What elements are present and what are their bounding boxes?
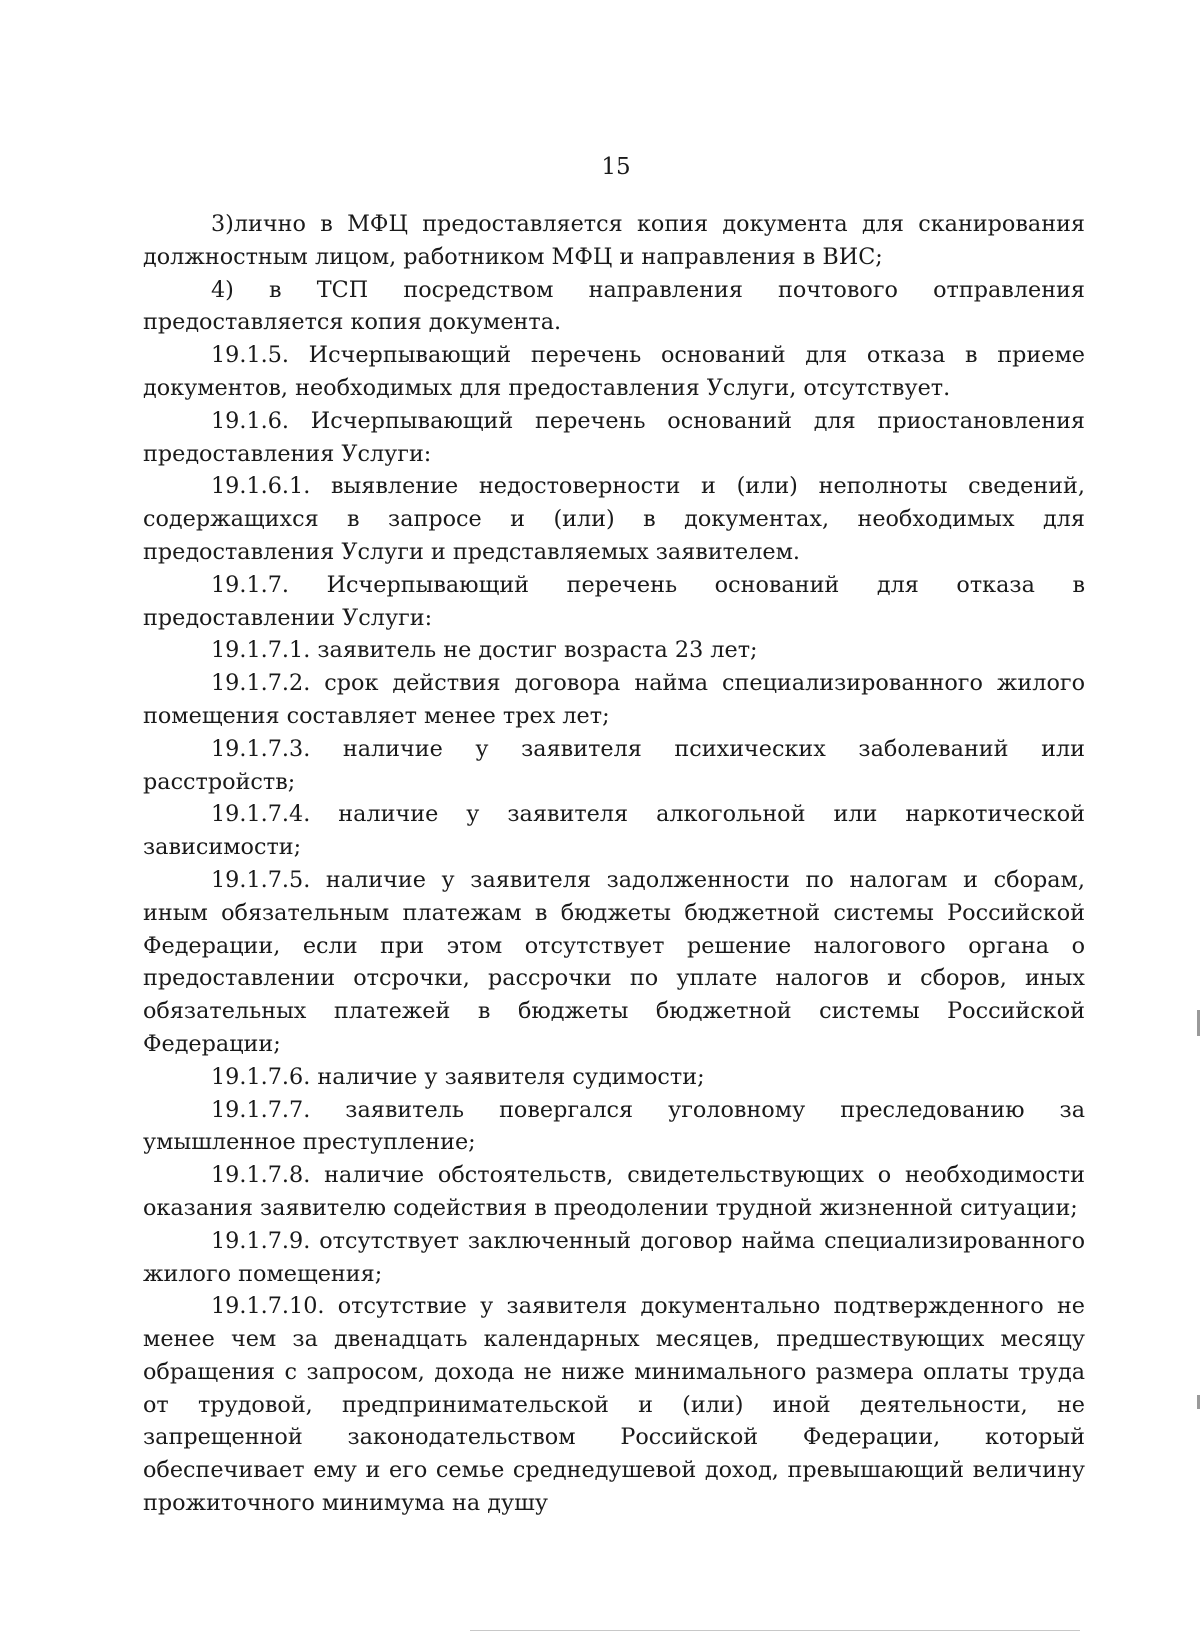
paragraph-19-1-7-6: 19.1.7.6. наличие у заявителя судимости;: [211, 1063, 705, 1090]
paragraph-19-1-7: 19.1.7. Исчерпывающий перечень оснований для отказа в предоставлении Услуги:: [143, 571, 1085, 631]
paragraph-19-1-7-5: 19.1.7.5. наличие у заявителя задолженности по налогам и сборам, иным обязательным платежам в бюджеты бюджетной системы Российской Федерации, если при этом отсутствует решение налогового органа о предоставлении отсрочки, рассрочки по уплате налогов и сборов, иных обязательных платежей в бюджеты бюджетной системы Российской Федерации;: [143, 866, 1085, 1057]
paragraph-19-1-7-10: 19.1.7.10. отсутствие у заявителя документально подтвержденного не менее чем за двенадцать календарных месяцев, предшествующих месяцу обращения с запросом, дохода не ниже минимального размера оплаты труда от трудовой, предпринимательской и (или) иной деятельности, не запрещенной законодательством Российской Федерации, который обеспечивает ему и его семье среднедушевой доход, превышающий величину прожиточного минимума на душу: [143, 1293, 1085, 1517]
scan-bottom-edge: [470, 1630, 1080, 1631]
paragraph-19-1-6: 19.1.6. Исчерпывающий перечень оснований для приостановления предоставления Услуги:: [143, 407, 1085, 467]
paragraph-19-1-7-9: 19.1.7.9. отсутствует заключенный договор найма специализированного жилого помещения;: [143, 1227, 1085, 1287]
document-body: [143, 208, 1085, 1520]
page-number: 15: [601, 154, 631, 180]
paragraph-19-1-7-2: 19.1.7.2. срок действия договора найма специализированного жилого помещения составляет менее трех лет;: [143, 670, 1085, 729]
paragraph-19-1-5: 19.1.5. Исчерпывающий перечень оснований для отказа в приеме документов, необходимых для предоставления Услуги, отсутствует.: [143, 342, 1085, 401]
paragraph-19-1-7-8: 19.1.7.8. наличие обстоятельств, свидетельствующих о необходимости оказания заявителю содействия в преодолении трудной жизненной ситуации;: [143, 1162, 1085, 1221]
paragraph-19-1-7-1: 19.1.7.1. заявитель не достиг возраста 23 лет;: [211, 637, 758, 664]
paragraph-item-4: 4) в ТСП посредством направления почтового отправления предоставляется копия документа.: [143, 276, 1085, 336]
paragraph-19-1-7-7: 19.1.7.7. заявитель повергался уголовному преследованию за умышленное преступление;: [143, 1096, 1085, 1156]
paragraph-19-1-6-1: 19.1.6.1. выявление недостоверности и (или) неполноты сведений, содержащихся в запросе и (или) в документах, необходимых для предоставления Услуги и представляемых заявителем.: [143, 473, 1085, 565]
paragraph-item-3: 3)лично в МФЦ предоставляется копия документа для сканирования должностным лицом, работником МФЦ и направления в ВИС;: [143, 211, 1085, 270]
paragraph-19-1-7-4: 19.1.7.4. наличие у заявителя алкогольной или наркотической зависимости;: [143, 801, 1085, 861]
paragraph-19-1-7-3: 19.1.7.3. наличие у заявителя психических заболеваний или расстройств;: [143, 735, 1085, 795]
